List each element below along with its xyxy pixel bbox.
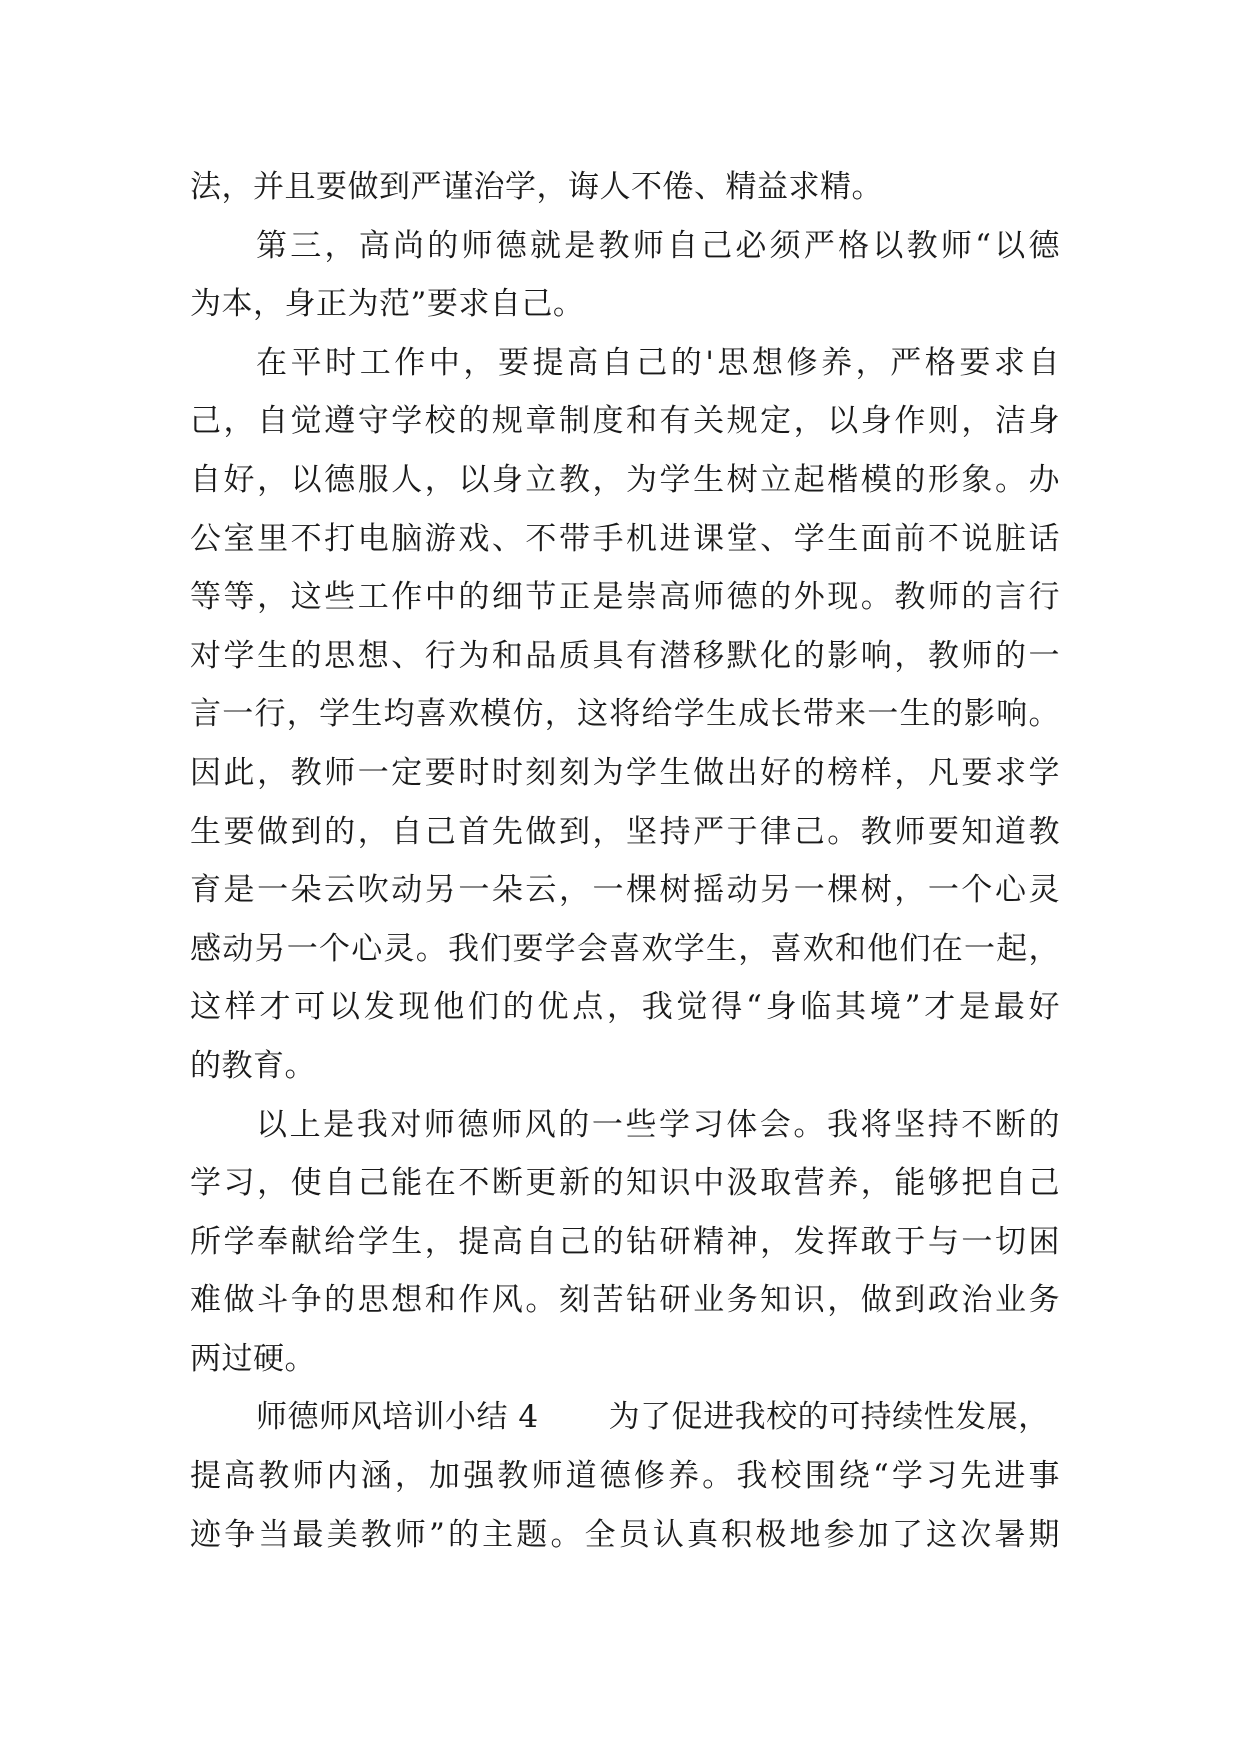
text-line: 以上是我对师德师风的一些学习体会。我将坚持不断的 xyxy=(256,1106,1060,1143)
text-line: 为本，身正为范”要求自己。 xyxy=(190,286,585,323)
text-line: 等等，这些工作中的细节正是崇高师德的外现。教师的言行 xyxy=(190,579,1060,616)
body-text xyxy=(190,158,1060,1564)
text-line: 法，并且要做到严谨治学，诲人不倦、精益求精。 xyxy=(190,169,883,205)
text-line: 这样才可以发现他们的优点，我觉得“身临其境”才是最好 xyxy=(190,989,1060,1026)
section-heading: 师德师风培训小结 4 xyxy=(256,1399,539,1436)
text-line: 的教育。 xyxy=(190,1047,316,1084)
text-line: 对学生的思想、行为和品质具有潜移默化的影响，教师的一 xyxy=(190,637,1060,674)
text-line: 育是一朵云吹动另一朵云，一棵树摇动另一棵树，一个心灵 xyxy=(190,872,1060,909)
text-line: 生要做到的，自己首先做到，坚持严于律己。教师要知道教 xyxy=(190,813,1060,850)
text-line: 因此，教师一定要时时刻刻为学生做出好的榜样，凡要求学 xyxy=(190,754,1060,791)
text-line: 感动另一个心灵。我们要学会喜欢学生，喜欢和他们在一起， xyxy=(190,930,1060,967)
text-line: 提高教师内涵，加强教师道德修养。我校围绕“学习先进事 xyxy=(190,1458,1060,1495)
text-line: 学习，使自己能在不断更新的知识中汲取营养，能够把自己 xyxy=(190,1165,1060,1202)
text-line-heading xyxy=(190,1388,1060,1447)
text-line: 两过硬。 xyxy=(190,1340,316,1377)
text-line: 难做斗争的思想和作风。刻苦钻研业务知识，做到政治业务 xyxy=(190,1282,1060,1319)
section-heading-continuation: 为了促进我校的可持续性发展， xyxy=(608,1399,1050,1436)
text-line: 所学奉献给学生，提高自己的钻研精神，发挥敢于与一切困 xyxy=(190,1223,1060,1260)
text-line: 言一行，学生均喜欢模仿，这将给学生成长带来一生的影响。 xyxy=(190,696,1060,733)
text-line: 己，自觉遵守学校的规章制度和有关规定，以身作则，洁身 xyxy=(190,403,1060,440)
text-line: 第三，高尚的师德就是教师自己必须严格以教师“以德 xyxy=(256,227,1060,264)
text-line: 迹争当最美教师”的主题。全员认真积极地参加了这次暑期 xyxy=(190,1516,1060,1553)
text-line: 自好，以德服人，以身立教，为学生树立起楷模的形象。办 xyxy=(190,461,1060,498)
text-line: 公室里不打电脑游戏、不带手机进课堂、学生面前不说脏话 xyxy=(190,520,1060,557)
text-line: 在平时工作中，要提高自己的'思想修养，严格要求自 xyxy=(256,344,1060,381)
